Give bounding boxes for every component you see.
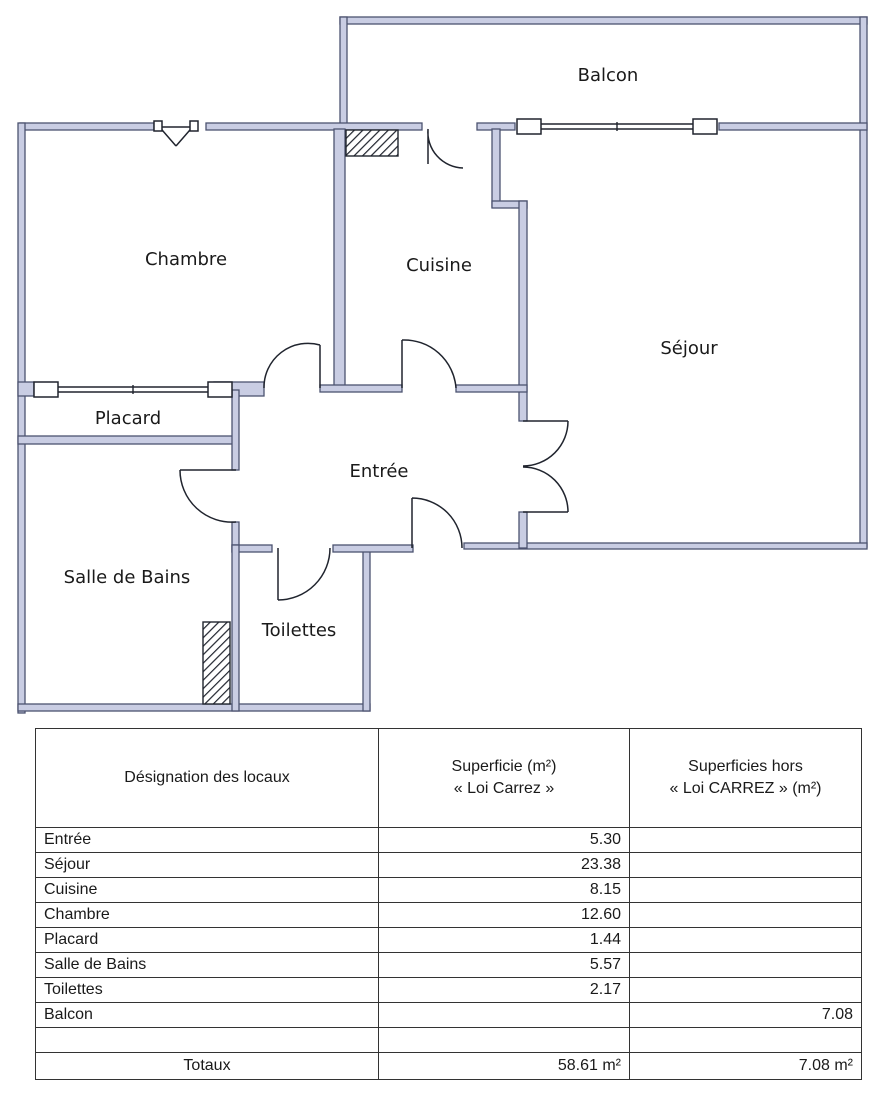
cell-hors-carrez	[630, 878, 862, 903]
cell-carrez: 8.15	[379, 878, 630, 903]
header-designation: Désignation des locaux	[36, 729, 379, 828]
cell-hors-carrez	[630, 1028, 862, 1053]
room-label-balcon: Balcon	[577, 65, 639, 86]
cell-designation: Salle de Bains	[36, 953, 379, 978]
room-label-entree: Entrée	[349, 461, 409, 482]
cell-carrez: 23.38	[379, 853, 630, 878]
table-row	[36, 853, 862, 878]
cell-designation: Placard	[36, 928, 379, 953]
duct-shaft	[346, 130, 398, 156]
totals-row	[36, 1053, 862, 1080]
cell-designation: Séjour	[36, 853, 379, 878]
room-label-toilettes: Toilettes	[261, 620, 337, 641]
cell-designation: Cuisine	[36, 878, 379, 903]
room-label-chambre: Chambre	[144, 249, 228, 270]
cell-designation: Entrée	[36, 828, 379, 853]
table-row	[36, 1003, 862, 1028]
doors	[154, 121, 568, 600]
room-label-placard: Placard	[94, 408, 162, 429]
cell-carrez: 1.44	[379, 928, 630, 953]
cell-designation: Balcon	[36, 1003, 379, 1028]
table-row	[36, 978, 862, 1003]
table-row	[36, 1028, 862, 1053]
cell-hors-carrez	[630, 978, 862, 1003]
table-row	[36, 903, 862, 928]
header-hors-carrez: Superficies hors « Loi CARREZ » (m²)	[630, 729, 862, 828]
duct-shaft	[203, 622, 230, 704]
header-carrez: Superficie (m²) « Loi Carrez »	[379, 729, 630, 828]
cell-carrez: 5.57	[379, 953, 630, 978]
cell-hors-carrez	[630, 953, 862, 978]
cell-hors-carrez	[630, 853, 862, 878]
cell-designation: Chambre	[36, 903, 379, 928]
cell-carrez: 5.30	[379, 828, 630, 853]
cell-designation: Toilettes	[36, 978, 379, 1003]
cell-hors-carrez	[630, 903, 862, 928]
cell-carrez: 12.60	[379, 903, 630, 928]
cell-carrez	[379, 1028, 630, 1053]
room-label-sejour: Séjour	[660, 338, 718, 359]
room-label-salle-de-bains: Salle de Bains	[63, 567, 191, 588]
totals-label: Totaux	[36, 1053, 379, 1080]
cell-hors-carrez	[630, 928, 862, 953]
cell-carrez	[379, 1003, 630, 1028]
walls	[18, 17, 867, 713]
cell-hors-carrez	[630, 828, 862, 853]
table-row	[36, 878, 862, 903]
placard-sliding-doors	[34, 382, 232, 397]
cell-designation	[36, 1028, 379, 1053]
table-body	[36, 828, 862, 1080]
cell-carrez: 2.17	[379, 978, 630, 1003]
table-row	[36, 928, 862, 953]
totals-hors-carrez: 7.08 m²	[630, 1053, 862, 1080]
cell-hors-carrez: 7.08	[630, 1003, 862, 1028]
totals-carrez: 58.61 m²	[379, 1053, 630, 1080]
room-label-cuisine: Cuisine	[406, 255, 472, 276]
area-table	[35, 728, 862, 1080]
table-row	[36, 828, 862, 853]
table-header-row	[36, 729, 862, 828]
table-row	[36, 953, 862, 978]
sliding-window	[517, 119, 717, 134]
